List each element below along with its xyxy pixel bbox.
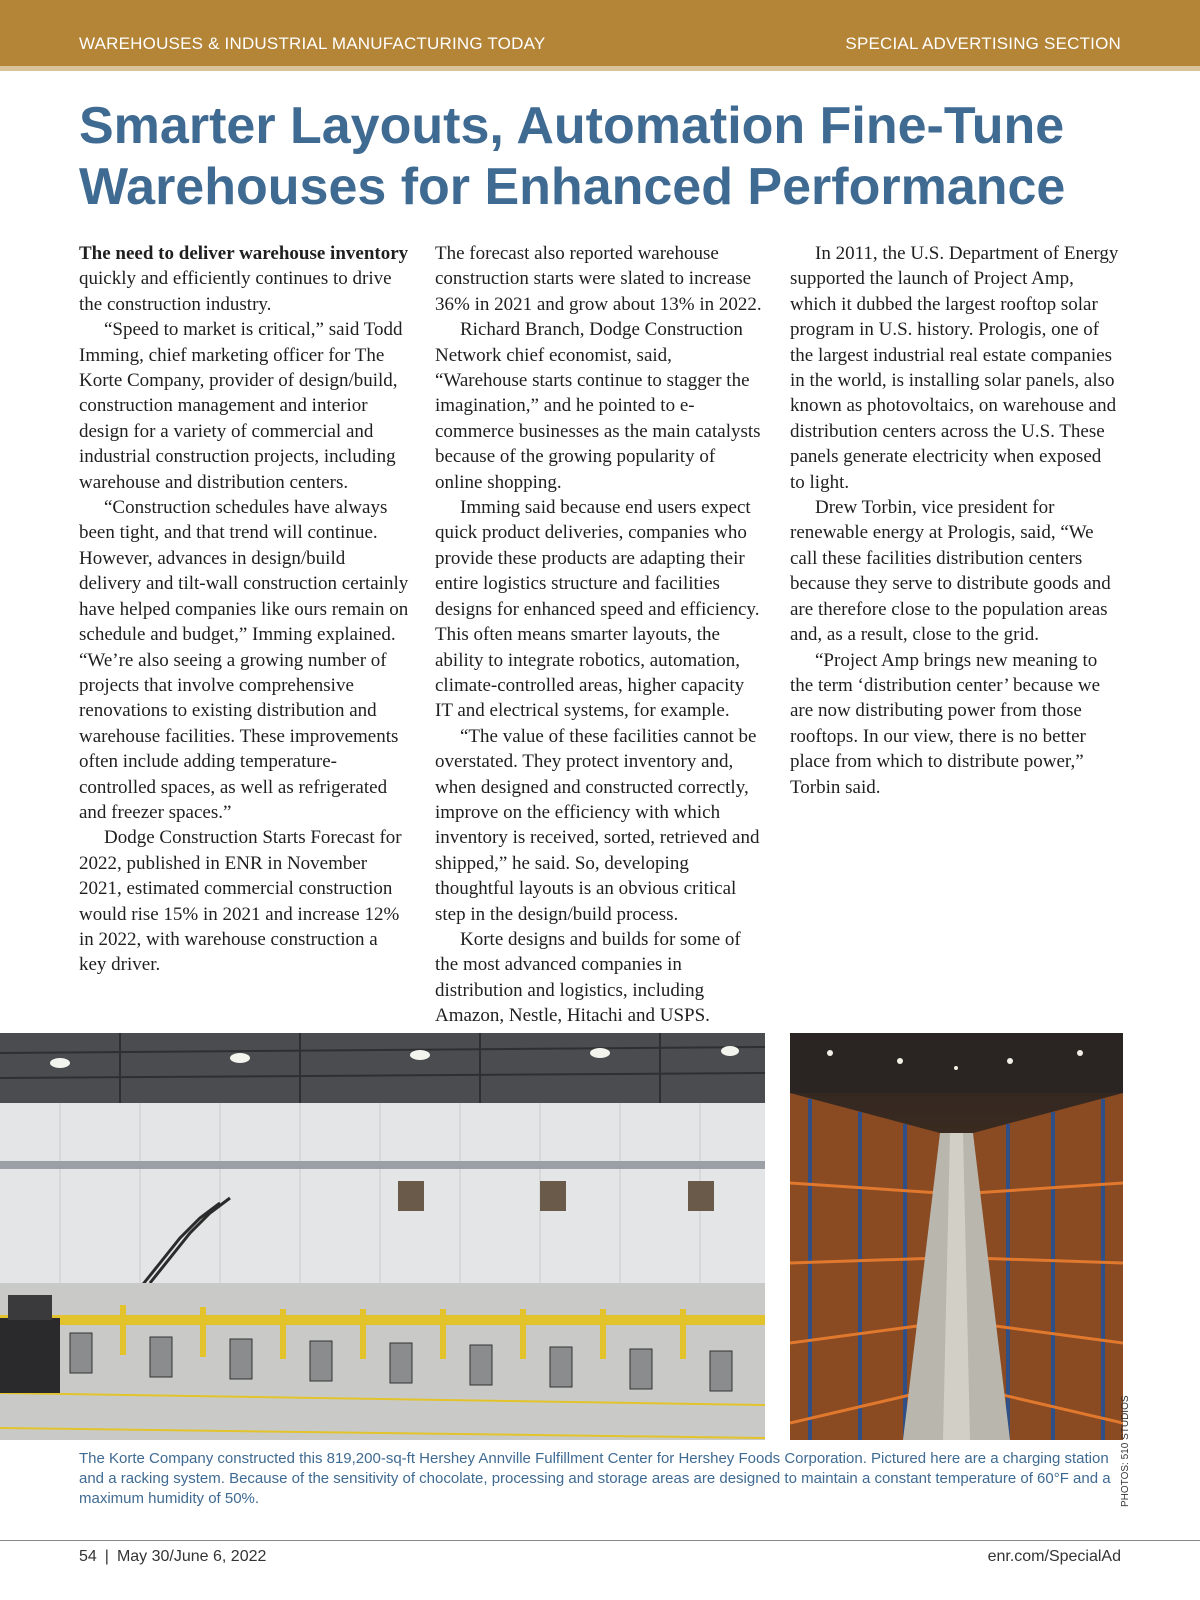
publication-name: WAREHOUSES & INDUSTRIAL MANUFACTURING TODAY (79, 34, 546, 53)
footer-page-info (79, 1548, 266, 1566)
paragraph: “Project Amp brings new meaning to the term ‘distribution center’ because we are now distributing power from those rooftops. In our view, there is no better place from which to distribute power,” Torbin said. (790, 649, 1101, 798)
headline-line-2: Warehouses for Enhanced Performance (79, 158, 1066, 216)
paragraph: Imming said because end users expect quick product deliveries, companies who provide these products are adapting their entire logistics structure and facilities designs for enhanced speed and efficiency. This often means smarter layouts, the ability to integrate robotics, automation, climate-controlled areas, higher capacity IT and electrical systems, for example. (435, 497, 760, 722)
footer-rule (0, 1540, 1200, 1541)
charging-station-photo (0, 1033, 765, 1440)
racking-system-illustration (790, 1033, 1123, 1440)
charging-station-illustration (0, 1033, 765, 1440)
lead-bold: The need to deliver warehouse inventory (79, 243, 409, 264)
article-column-2 (435, 241, 765, 1130)
issue-date: May 30/June 6, 2022 (116, 1548, 267, 1565)
paragraph: In 2011, the U.S. Department of Energy supported the launch of Project Amp, which it dubbed the largest rooftop solar program in U.S. history. Prologis, one of the largest industrial real estate companies in the world, is installing solar panels, also known as photovoltaics, on warehouse and distribution centers across the U.S. These panels generate electricity when exposed to light. (790, 243, 1119, 493)
section-label: SPECIAL ADVERTISING SECTION (845, 34, 1121, 53)
page-number: 54 (79, 1548, 97, 1565)
article-column-3 (790, 241, 1120, 800)
footer-url: enr.com/SpecialAd (987, 1548, 1121, 1565)
paragraph: “Speed to market is critical,” said Todd Imming, chief marketing officer for The Korte Company, provider of design/build, construction management and interior design for a variety of commercial and industrial construction projects, including warehouse and distribution centers. (79, 319, 403, 493)
racking-system-photo (790, 1033, 1123, 1440)
header-rule (0, 66, 1200, 71)
paragraph: Drew Torbin, vice president for renewable energy at Prologis, said, “We call these facilities distribution centers because they serve to distribute goods and are therefore close to the population areas and, as a result, close to the grid. (790, 497, 1111, 646)
paragraph-korte: Korte designs and builds for some of the most advanced companies in distribution and logistics, including Amazon, Nestle, Hitachi and USPS. (435, 928, 741, 1027)
photo-credit: PHOTOS: 510 STUDIOS (1120, 1395, 1131, 1507)
paragraph: The forecast also reported warehouse construction starts were slated to increase 36% in 2021 and grow about 13% in 2022. (435, 243, 762, 315)
lead-rest: quickly and efficiently continues to drive the construction industry. (79, 268, 392, 315)
photo-caption: The Korte Company constructed this 819,200-sq-ft Hershey Annville Fulfillment Center for Hershey Foods Corporation. Pictured here are a charging station and a racking system. Because of the sensitivity of chocolate, processing and storage areas are designed to maintain a constant temperature of 60°F and a maximum humidity of 50%. (79, 1450, 1111, 1507)
headline-line-1: Smarter Layouts, Automation Fine-Tune (79, 97, 1065, 155)
paragraph: “The value of these facilities cannot be overstated. They protect inventory and, when designed and constructed correctly, improve on the efficiency with which inventory is received, sorted, retrieved and shipped,” he said. So, developing thoughtful layouts is an obvious critical step in the design/build process. (435, 725, 760, 925)
footer-separator: | (104, 1548, 109, 1565)
header-band (0, 0, 1200, 66)
paragraph: Richard Branch, Dodge Construction Network chief economist, said, “Warehouse starts continue to stagger the imagination,” and he pointed to e-commerce businesses as the main catalysts because of the growing popularity of online shopping. (435, 319, 761, 493)
paragraph: “Construction schedules have always been tight, and that trend will continue. However, advances in design/build delivery and tilt-wall construction certainly have helped companies like ours remain on schedule and budget,” Imming explained. “We’re also seeing a growing number of projects that involve comprehensive renovations to existing distribution and warehouse facilities. These improvements often include adding temperature-controlled spaces, as well as refrigerated and freezer spaces.” (79, 497, 409, 823)
lead-paragraph (79, 241, 409, 317)
article-headline (79, 96, 1139, 218)
paragraph: Dodge Construction Starts Forecast for 2022, published in ENR in November 2021, estimated commercial construction would rise 15% in 2021 and increase 12% in 2022, with warehouse construction a key driver. (79, 827, 402, 976)
article-column-1 (79, 241, 409, 978)
